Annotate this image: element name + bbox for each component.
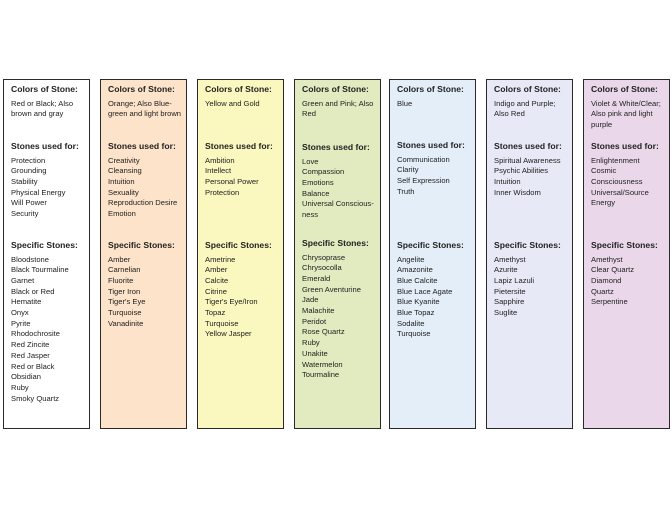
uses-list (302, 157, 377, 221)
uses-section (302, 142, 377, 221)
stone-item: Blue Topaz (397, 308, 435, 318)
stones-list (591, 255, 666, 309)
stone-column-6 (486, 79, 573, 429)
stones-heading: Specific Stones: (302, 238, 369, 248)
use-item: Enlightenment (591, 155, 640, 165)
colors-heading: Colors of Stone: (591, 84, 658, 94)
use-item: Emotion (108, 209, 136, 219)
use-item: Ambition (205, 155, 235, 165)
stone-item: Red Zincite (11, 340, 50, 350)
stone-item: Amethyst (494, 254, 526, 264)
stone-item: Lapiz Lazuli (494, 275, 535, 285)
use-item: Energy (591, 198, 616, 208)
uses-heading: Stones used for: (11, 141, 79, 151)
stone-item: Pietersite (494, 286, 526, 296)
use-item: Universal Conscious- (302, 199, 374, 209)
use-item: Cosmic (591, 166, 617, 176)
colors-text: Red or Black; Also brown and gray (11, 98, 74, 119)
use-item: Emotions (302, 177, 334, 187)
use-item: Inner Wisdom (494, 187, 541, 197)
use-item: ness (302, 210, 319, 220)
colors-heading: Colors of Stone: (11, 84, 78, 94)
stone-item: Tiger Iron (108, 286, 141, 296)
use-item: Communication (397, 154, 450, 164)
stones-list (397, 255, 472, 341)
stone-item: Hematite (11, 297, 42, 307)
colors-text: Orange; Also Blue-green and light brown (108, 98, 182, 119)
uses-heading: Stones used for: (205, 141, 273, 151)
stone-item: Blue Lace Agate (397, 286, 453, 296)
stones-section (302, 238, 377, 381)
stone-item: Fluorite (108, 275, 134, 285)
stone-item: Green Aventurine (302, 284, 361, 294)
stones-heading: Specific Stones: (494, 240, 561, 250)
colors-heading: Colors of Stone: (494, 84, 561, 94)
colors-text: Violet & White/Clear; Also pink and light purple (591, 98, 661, 129)
use-item: Cleansing (108, 166, 142, 176)
stone-item: Chrysoprase (302, 252, 346, 262)
stone-item: Tiger's Eye/Iron (205, 297, 258, 307)
stones-heading: Specific Stones: (205, 240, 272, 250)
stones-section (205, 240, 280, 340)
uses-heading: Stones used for: (494, 141, 562, 151)
stones-section (108, 240, 183, 329)
stone-item: Rhodochrosite (11, 329, 60, 339)
stone-column-2 (100, 79, 187, 429)
uses-heading: Stones used for: (397, 140, 465, 150)
colors-section (108, 84, 183, 120)
stones-list (494, 255, 569, 319)
stone-item: Red Jasper (11, 350, 50, 360)
stone-item: Quartz (591, 286, 614, 296)
colors-section (397, 84, 472, 109)
stone-item: Vanadinite (108, 318, 144, 328)
colors-heading: Colors of Stone: (205, 84, 272, 94)
stone-item: Turquoise (205, 318, 239, 328)
uses-heading: Stones used for: (302, 142, 370, 152)
stone-item: Amethyst (591, 254, 623, 264)
uses-section (591, 141, 666, 209)
colors-text: Blue (397, 98, 413, 108)
colors-section (11, 84, 86, 120)
colors-section (205, 84, 280, 109)
use-item: Sexuality (108, 187, 139, 197)
use-item: Consciousness (591, 176, 643, 186)
stone-item: Obsidian (11, 372, 41, 382)
uses-heading: Stones used for: (591, 141, 659, 151)
stone-item: Diamond (591, 275, 622, 285)
use-item: Intellect (205, 166, 232, 176)
use-item: Spiritual Awareness (494, 155, 561, 165)
stone-item: Ruby (11, 382, 29, 392)
stones-list (302, 253, 377, 381)
stone-item: Watermelon (302, 359, 343, 369)
stone-item: Sodalite (397, 318, 425, 328)
stones-section (591, 240, 666, 308)
stone-column-3 (197, 79, 284, 429)
stones-list (205, 255, 280, 341)
use-item: Stability (11, 176, 38, 186)
uses-section (11, 141, 86, 220)
stone-item: Calcite (205, 275, 229, 285)
stone-item: Citrine (205, 286, 227, 296)
stone-item: Smoky Quartz (11, 393, 60, 403)
stone-item: Amber (108, 254, 131, 264)
use-item: Creativity (108, 155, 140, 165)
uses-section (397, 140, 472, 197)
use-item: Intuition (108, 176, 135, 186)
stone-item: Red or Black (11, 361, 55, 371)
stone-item: Serpentine (591, 297, 628, 307)
colors-section (494, 84, 569, 120)
use-item: Protection (205, 187, 240, 197)
uses-list (108, 156, 183, 220)
uses-section (205, 141, 280, 198)
stone-item: Ametrine (205, 254, 236, 264)
stones-section (494, 240, 569, 319)
stone-item: Unakite (302, 348, 328, 358)
stone-item: Turquoise (108, 308, 142, 318)
stones-heading: Specific Stones: (397, 240, 464, 250)
stone-column-7 (583, 79, 670, 429)
use-item: Security (11, 209, 39, 219)
uses-list (11, 156, 86, 220)
use-item: Love (302, 156, 319, 166)
colors-text: Yellow and Gold (205, 98, 260, 108)
uses-section (108, 141, 183, 220)
stone-item: Chrysocolla (302, 263, 342, 273)
colors-heading: Colors of Stone: (108, 84, 175, 94)
stone-item: Emerald (302, 273, 331, 283)
stone-item: Blue Kyanite (397, 297, 440, 307)
use-item: Protection (11, 155, 46, 165)
use-item: Compassion (302, 167, 345, 177)
uses-heading: Stones used for: (108, 141, 176, 151)
uses-list (591, 156, 666, 210)
stone-column-5 (389, 79, 476, 429)
stone-item: Ruby (302, 338, 320, 348)
stone-item: Sapphire (494, 297, 525, 307)
stone-column-4 (294, 79, 381, 429)
stones-section (11, 240, 86, 404)
stone-item: Clear Quartz (591, 265, 635, 275)
colors-heading: Colors of Stone: (397, 84, 464, 94)
stone-item: Black Tourmaline (11, 265, 69, 275)
use-item: Intuition (494, 176, 521, 186)
use-item: Reproduction Desire (108, 198, 178, 208)
uses-list (397, 155, 472, 198)
stone-item: Carnelian (108, 265, 141, 275)
stones-heading: Specific Stones: (108, 240, 175, 250)
use-item: Personal Power (205, 176, 259, 186)
colors-section (591, 84, 666, 131)
stone-item: Amber (205, 265, 228, 275)
stone-item: Suglite (494, 308, 518, 318)
colors-heading: Colors of Stone: (302, 84, 369, 94)
stone-item: Black or Red (11, 286, 55, 296)
stone-item: Azurite (494, 265, 518, 275)
stone-item: Tourmaline (302, 370, 340, 380)
stones-heading: Specific Stones: (11, 240, 78, 250)
colors-section (302, 84, 377, 120)
colors-text: Indigo and Purple; Also Red (494, 98, 556, 119)
use-item: Will Power (11, 198, 47, 208)
stone-item: Bloodstone (11, 254, 49, 264)
stones-list (11, 255, 86, 405)
stone-item: Pyrite (11, 318, 31, 328)
uses-list (205, 156, 280, 199)
stone-item: Amazonite (397, 265, 433, 275)
use-item: Balance (302, 188, 330, 198)
stone-item: Onyx (11, 308, 29, 318)
use-item: Universal/Source (591, 187, 649, 197)
stone-item: Tiger's Eye (108, 297, 146, 307)
stones-list (108, 255, 183, 330)
stone-column-1 (3, 79, 90, 429)
use-item: Truth (397, 186, 415, 196)
use-item: Clarity (397, 165, 419, 175)
stone-item: Jade (302, 295, 319, 305)
stone-item: Rose Quartz (302, 327, 345, 337)
stone-item: Blue Calcite (397, 275, 438, 285)
stone-item: Garnet (11, 275, 35, 285)
use-item: Psychic Abilities (494, 166, 549, 176)
stone-item: Peridot (302, 316, 327, 326)
stone-item: Malachite (302, 306, 335, 316)
stones-heading: Specific Stones: (591, 240, 658, 250)
stone-item: Angelite (397, 254, 425, 264)
uses-section (494, 141, 569, 198)
stone-item: Topaz (205, 308, 226, 318)
colors-text: Green and Pink; Also Red (302, 98, 374, 119)
stones-section (397, 240, 472, 340)
stone-item: Turquoise (397, 329, 431, 339)
use-item: Physical Energy (11, 187, 66, 197)
uses-list (494, 156, 569, 199)
stone-item: Yellow Jasper (205, 329, 252, 339)
use-item: Self Expression (397, 175, 450, 185)
use-item: Grounding (11, 166, 47, 176)
